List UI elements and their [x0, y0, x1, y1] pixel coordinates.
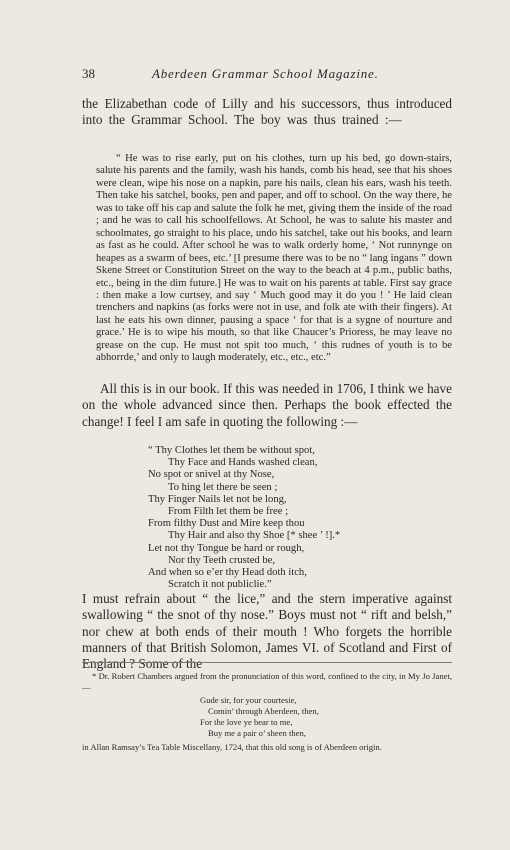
- running-title: Aberdeen Grammar School Magazine.: [152, 66, 379, 81]
- block-quote: [96, 153, 452, 365]
- poem-line: Thy Face and Hands washed clean,: [168, 457, 318, 469]
- footnote-tail: in Allan Ramsay’s Tea Table Miscellany, 1724, that this old song is of Aberdeen origin.: [82, 742, 382, 752]
- page-number: 38: [82, 66, 95, 81]
- poem-line: Scratch it not publiclie.”: [168, 579, 272, 591]
- footnote-divider: [82, 662, 452, 663]
- paragraph-closing: [82, 591, 452, 672]
- poem-line: “ Thy Clothes let them be without spot,: [148, 445, 315, 456]
- poem-line: Let not thy Tongue be hard or rough,: [148, 542, 305, 554]
- footnote-verse-line: Comin’ through Aberdeen, then,: [208, 706, 319, 716]
- poem-line: From filthy Dust and Mire keep thou: [148, 518, 305, 530]
- paragraph-middle-text: All this is in our book. If this was needed in 1706, I think we have on the whole advanced since then. Perhaps the book effected the change! I feel I am safe in quoting the following :—: [82, 381, 452, 429]
- paragraph-middle: [82, 381, 452, 430]
- poem-line: Thy Hair and also thy Shoe [* shee ’ !].*: [168, 530, 341, 542]
- poem-line: And when so e’er thy Head doth itch,: [148, 567, 307, 579]
- poem-line: Thy Finger Nails let not be long,: [148, 493, 287, 505]
- block-quote-text: “ He was to rise early, put on his clothes, turn up his bed, go down-stairs, salute his parents and the family, wash his hands, comb his head, see that his shoes were clean, wipe his nose on a napkin, pare his nails, clean his ears, wash his teeth. Then take his satchel, books, pen and paper, and off to school. On the way there, he was to take off his cap and salute the folk he met, giving them the inside of the road ; and he was to call his schoolfellows. At School, he was to salute his master and schoolmates, go straight to his place, undo his satchel, take out his books, and learn as fast as he could. After school he was to walk orderly home, ‘ Not runnynge on heapes as a swarm of bees, etc.’ [I presume there was to be no “ lang ingans ” down Skene Street or Constitution Street on the way to the beach at 4 p.m., public baths, etc., being in the dim future.] He was to wait on his parents at table. First say grace : then make a low curtsey, and say ‘ Much good may it do you ! ’ He laid clean trenchers and napkins (as forks were not in use, and folk ate with their fingers). At last he eats his own dinner, pausing a space ‘ for that is a sygne of nourture and grace.’ He is to wipe his mouth, so that like Chaucer’s Prioress, he may leave no grease on the cup. He must not spit too much, ‘ this rudnes of youth is to be abhorrde,’ and only to laugh moderately, etc., etc., etc.”: [96, 153, 452, 364]
- poem-line: From Filth let them be free ;: [168, 506, 289, 518]
- footnote-lead: * Dr. Robert Chambers argued from the pronunciation of this word, confined to the city, in My Jo Janet,—: [82, 671, 452, 692]
- poem-line: No spot or snivel at thy Nose,: [148, 469, 275, 481]
- paragraph-intro-text: the Elizabethan code of Lilly and his successors, thus introduced into the Grammar School. The boy was thus trained :—: [82, 96, 452, 128]
- footnote-verse-line: Gude sir, for your courtesie,: [200, 695, 297, 705]
- footnote-verse-line: Buy me a pair o’ sheen then,: [208, 728, 306, 738]
- footnote-verse: [82, 695, 452, 739]
- footnote-verse-line: For the love ye bear to me,: [200, 717, 293, 727]
- paragraph-intro: [82, 96, 452, 129]
- page-header: [82, 66, 432, 84]
- poem-line: To hing let there be seen ;: [168, 481, 278, 493]
- footnote: [82, 671, 452, 753]
- paragraph-closing-text: I must refrain about “ the lice,” and the stern imperative against swallowing “ the snot of thy nose.” Boys must not “ rift and belsh,” nor chew at both ends of their mouth ! Who forgets the horrible manners of that British Solomon, James VI. of Scotland and First of England ? Some of the: [82, 591, 452, 672]
- poem-line: Nor thy Teeth crusted be,: [168, 554, 276, 566]
- poem: [148, 445, 448, 591]
